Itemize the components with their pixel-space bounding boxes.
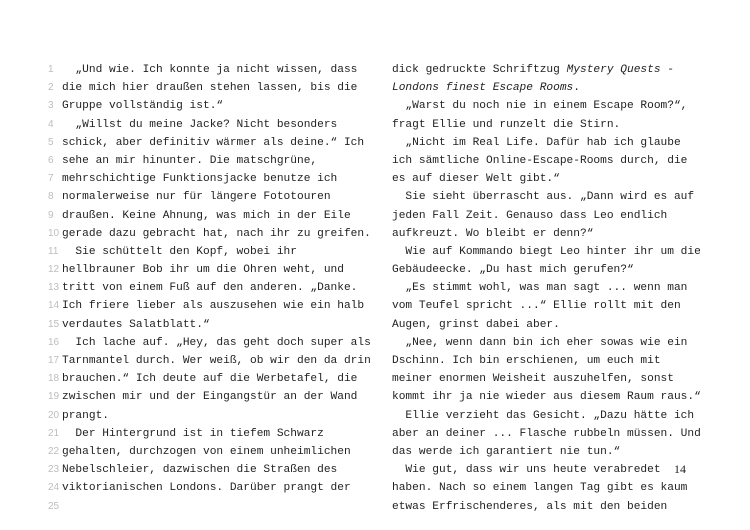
line-number: 22 xyxy=(48,445,60,457)
text-line xyxy=(48,370,366,388)
line-text-italic: Londons finest Escape Rooms xyxy=(392,82,574,95)
line-text: Der Hintergrund ist in tiefem Schwarz xyxy=(62,427,324,440)
text-line: jeden Fall Zeit. Genauso dass Leo endlich xyxy=(392,209,668,222)
line-number: 1 xyxy=(48,64,54,75)
text-line xyxy=(48,297,366,315)
line-text: Tarnmantel durch. Wer weiß, ob wir den da drin xyxy=(62,355,371,367)
text-line: „Nicht im Real Life. Dafür hab ich glaube xyxy=(392,136,681,149)
text-line: haben. Nach so einem langen Tag gibt es kaum xyxy=(392,482,688,495)
line-number: 11 xyxy=(48,245,59,257)
text-line: aufkreuzt. Wo bleibt er denn?“ xyxy=(392,227,594,240)
text-line: Gebäudeecke. „Du hast mich gerufen?“ xyxy=(392,264,634,277)
line-number: 19 xyxy=(48,391,60,403)
line-text: sehe an mir hinunter. Die matschgrüne, xyxy=(62,154,318,167)
text-line xyxy=(48,207,366,225)
line-number: 18 xyxy=(48,373,60,385)
text-line xyxy=(48,461,366,479)
line-number: 9 xyxy=(48,209,54,221)
line-number: 21 xyxy=(48,427,60,439)
text-line xyxy=(48,188,366,206)
text-line: das werde ich garantiert nie tun.“ xyxy=(392,445,621,458)
line-number: 10 xyxy=(48,227,60,239)
line-number: 6 xyxy=(48,154,54,166)
text-line xyxy=(48,243,366,261)
line-text: Ich friere lieber als auszusehen wie ein halb xyxy=(62,300,365,313)
text-line xyxy=(48,61,366,79)
text-line xyxy=(392,79,692,97)
text-line: Sie sieht überrascht aus. „Dann wird es auf xyxy=(392,191,695,204)
text-line: etwas Erfrischenderes, als mit den beiden xyxy=(392,500,668,513)
line-text: zwischen mir und der Eingangstür an der Wand xyxy=(62,391,358,404)
text-line xyxy=(48,279,366,297)
line-text: Nebelschleier, dazwischen die Straßen des xyxy=(62,464,338,477)
text-line: aber an deiner ... Flasche rubbeln müssen. Und xyxy=(392,427,701,440)
line-text: gerade dazu gebracht hat, nach ihr zu greifen. xyxy=(62,227,371,240)
text-line xyxy=(48,407,366,425)
text-line xyxy=(48,334,371,352)
text-line xyxy=(48,479,366,497)
line-text: Sie schüttelt den Kopf, wobei ihr xyxy=(62,245,297,258)
text-line xyxy=(48,443,366,461)
text-line xyxy=(48,498,366,516)
text-line xyxy=(48,79,366,97)
text-line: Ellie verzieht das Gesicht. „Dazu hätte ich xyxy=(392,409,695,422)
line-text: . xyxy=(573,82,580,95)
line-text: „Und wie. Ich konnte ja nicht wissen, dass xyxy=(62,64,358,76)
line-number: 23 xyxy=(48,464,60,476)
text-line: es auf dieser Welt gibt.“ xyxy=(392,173,560,186)
line-number: 2 xyxy=(48,82,54,94)
page-number: 14 xyxy=(674,462,686,476)
line-text: Ich lache auf. „Hey, das geht doch super als xyxy=(62,336,371,349)
right-text-column xyxy=(392,61,701,516)
line-text: gehalten, durchzogen von einem unheimlichen xyxy=(62,445,351,458)
line-number: 7 xyxy=(48,173,54,185)
text-line: Dschinn. Ich bin erschienen, um euch mit xyxy=(392,355,661,367)
line-text: draußen. Keine Ahnung, was mich in der Eile xyxy=(62,209,351,222)
text-line xyxy=(48,388,366,406)
line-number: 24 xyxy=(48,482,60,494)
text-line xyxy=(48,225,371,243)
text-line xyxy=(48,116,366,134)
text-line: ich sämtliche Online-Escape-Rooms durch, die xyxy=(392,154,688,167)
line-number: 8 xyxy=(48,191,54,203)
line-number: 25 xyxy=(48,500,60,512)
text-line: „Es stimmt wohl, was man sagt ... wenn man xyxy=(392,282,688,295)
text-line xyxy=(48,316,366,334)
line-number: 12 xyxy=(48,264,60,276)
line-text: normalerweise nur für längere Fototouren xyxy=(62,191,331,204)
line-number: 16 xyxy=(48,336,60,348)
line-number: 20 xyxy=(48,409,60,421)
text-line xyxy=(48,97,366,115)
line-text: mehrschichtige Funktionsjacke benutze ich xyxy=(62,173,338,186)
line-number: 14 xyxy=(48,300,60,312)
line-text: schick, aber definitiv wärmer als deine.“ Ich xyxy=(62,136,365,149)
text-line: meiner enormen Weisheit auszuhelfen, sonst xyxy=(392,373,674,386)
line-text: prangt. xyxy=(62,409,109,422)
line-number: 5 xyxy=(48,136,54,148)
text-line xyxy=(48,134,366,152)
text-line: Wie gut, dass wir uns heute verabredet xyxy=(392,464,661,477)
line-number: 17 xyxy=(48,355,60,366)
line-text: die mich hier draußen stehen lassen, bis die xyxy=(62,82,358,95)
line-text-italic: Mystery Quests - xyxy=(566,64,674,76)
text-line: Wie auf Kommando biegt Leo hinter ihr um die xyxy=(392,245,701,258)
line-text: dick gedruckte Schriftzug xyxy=(392,64,567,76)
text-line xyxy=(48,170,366,188)
text-line xyxy=(48,352,371,370)
line-text: „Willst du meine Jacke? Nicht besonders xyxy=(62,118,338,131)
text-line xyxy=(392,61,692,79)
line-text: brauchen.“ Ich deute auf die Werbetafel, die xyxy=(62,373,358,386)
text-line: kommt ihr ja nie wieder aus diesem Raum raus.“ xyxy=(392,391,701,404)
line-text: Gruppe vollständig ist.“ xyxy=(62,100,224,113)
text-line: „Warst du noch nie in einem Escape Room?“, xyxy=(392,100,688,113)
text-line xyxy=(48,425,366,443)
line-number: 15 xyxy=(48,318,60,330)
line-number: 13 xyxy=(48,282,60,294)
line-text: tritt von einem Fuß auf den anderen. „Danke. xyxy=(62,282,358,295)
left-text-column xyxy=(48,61,371,516)
text-line xyxy=(48,261,366,279)
text-line: Augen, grinst dabei aber. xyxy=(392,318,560,331)
line-text: hellbrauner Bob ihr um die Ohren weht, und xyxy=(62,264,344,277)
line-text: verdautes Salatblatt.“ xyxy=(62,318,210,331)
text-line: „Nee, wenn dann bin ich eher sowas wie ein xyxy=(392,336,688,349)
line-number: 4 xyxy=(48,118,54,130)
text-line: fragt Ellie und runzelt die Stirn. xyxy=(392,118,621,131)
text-line: vom Teufel spricht ...“ Ellie rollt mit den xyxy=(392,300,681,313)
text-line xyxy=(48,152,366,170)
line-text: viktorianischen Londons. Darüber prangt der xyxy=(62,482,351,495)
line-number: 3 xyxy=(48,100,54,112)
